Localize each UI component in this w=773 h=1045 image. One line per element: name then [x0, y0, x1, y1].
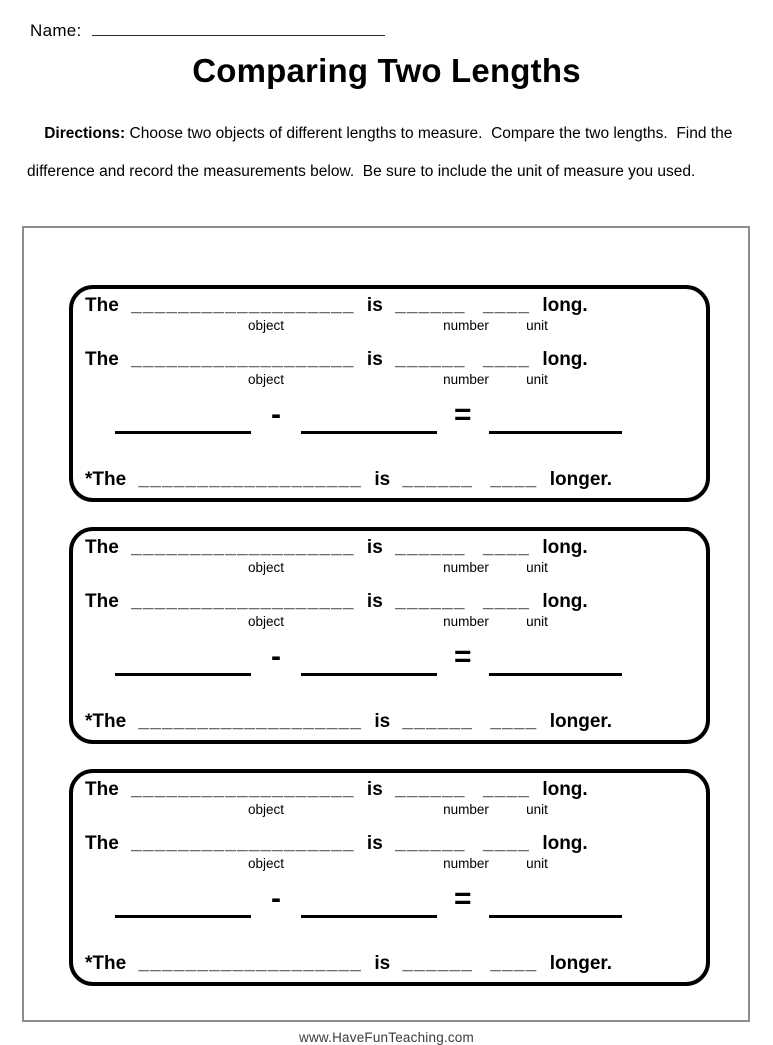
longer-number-blank[interactable]: ______: [402, 953, 474, 974]
directions: [27, 105, 733, 219]
object-blank[interactable]: ___________________: [131, 295, 355, 316]
is-word: is: [366, 591, 383, 612]
longer-unit-blank[interactable]: ____: [490, 469, 538, 490]
measurement-box: [69, 285, 710, 502]
comparison-sentence-row: [85, 468, 694, 492]
name-row: [0, 0, 773, 41]
worksheet-area: [22, 226, 750, 1022]
number-blank[interactable]: ______: [395, 349, 466, 370]
longer-object-blank[interactable]: ___________________: [138, 953, 363, 974]
unit-label: unit: [526, 372, 548, 387]
subtrahend-blank-line[interactable]: [301, 672, 437, 676]
minuend-blank-line[interactable]: [115, 914, 251, 918]
longer-unit-blank[interactable]: ____: [490, 953, 538, 974]
number-label: number: [443, 372, 489, 387]
unit-label: unit: [526, 856, 548, 871]
length-sentence-row-2: [85, 832, 694, 856]
unit-blank[interactable]: ____: [482, 537, 531, 558]
long-word: long.: [542, 779, 588, 800]
number-label: number: [443, 318, 489, 333]
number-blank[interactable]: ______: [395, 295, 466, 316]
comparison-prefix: *The: [85, 711, 127, 732]
footer-url: www.HaveFunTeaching.com: [299, 1030, 474, 1045]
subtrahend-blank-line[interactable]: [301, 430, 437, 434]
number-blank[interactable]: ______: [395, 779, 466, 800]
number-blank[interactable]: ______: [395, 537, 466, 558]
minus-sign: -: [271, 397, 281, 431]
equals-sign: =: [454, 639, 472, 673]
comparison-prefix: *The: [85, 953, 127, 974]
subtraction-row: [85, 881, 694, 918]
length-sentence-row-2: [85, 590, 694, 614]
blank-labels-row-1: [85, 802, 694, 819]
longer-number-blank[interactable]: ______: [402, 711, 474, 732]
is-word: is: [366, 779, 383, 800]
is-word: is: [366, 295, 383, 316]
object-blank[interactable]: ___________________: [131, 833, 355, 854]
unit-blank[interactable]: ____: [482, 591, 531, 612]
is-word: is: [366, 833, 383, 854]
blank-labels-row-2: [85, 856, 694, 873]
directions-label: Directions:: [44, 125, 126, 142]
long-word: long.: [542, 537, 588, 558]
blank-labels-row-1: [85, 318, 694, 335]
number-label: number: [443, 560, 489, 575]
longer-object-blank[interactable]: ___________________: [138, 469, 363, 490]
unit-label: unit: [526, 614, 548, 629]
number-blank[interactable]: ______: [395, 833, 466, 854]
minuend-blank-line[interactable]: [115, 430, 251, 434]
sentence-prefix: The: [85, 295, 119, 316]
subtraction-row: [85, 397, 694, 434]
equals-sign: =: [454, 397, 472, 431]
sentence-prefix: The: [85, 349, 119, 370]
sentence-prefix: The: [85, 591, 119, 612]
object-label: object: [247, 802, 285, 817]
minuend-blank-line[interactable]: [115, 672, 251, 676]
object-label: object: [247, 372, 285, 387]
unit-blank[interactable]: ____: [482, 779, 531, 800]
number-label: number: [443, 856, 489, 871]
unit-blank[interactable]: ____: [482, 349, 531, 370]
comparison-sentence-row: [85, 952, 694, 976]
longer-word: longer.: [549, 953, 613, 974]
difference-blank-line[interactable]: [489, 914, 622, 918]
equals-sign: =: [454, 881, 472, 915]
blank-labels-row-2: [85, 614, 694, 631]
number-blank[interactable]: ______: [395, 591, 466, 612]
blank-labels-row-1: [85, 560, 694, 577]
subtrahend-blank-line[interactable]: [301, 914, 437, 918]
object-blank[interactable]: ___________________: [131, 349, 355, 370]
is-word: is: [366, 349, 383, 370]
longer-object-blank[interactable]: ___________________: [138, 711, 363, 732]
is-word: is: [374, 953, 391, 974]
is-word: is: [374, 711, 391, 732]
comparison-prefix: *The: [85, 469, 127, 490]
directions-line2: difference and record the measurements below. Be sure to include the unit of measure you used.: [27, 163, 696, 180]
object-blank[interactable]: ___________________: [131, 591, 355, 612]
is-word: is: [374, 469, 391, 490]
measurement-box: [69, 527, 710, 744]
subtraction-row: [85, 639, 694, 676]
sentence-prefix: The: [85, 537, 119, 558]
long-word: long.: [542, 833, 588, 854]
unit-blank[interactable]: ____: [482, 833, 531, 854]
object-blank[interactable]: ___________________: [131, 779, 355, 800]
unit-label: unit: [526, 318, 548, 333]
number-label: number: [443, 614, 489, 629]
longer-unit-blank[interactable]: ____: [490, 711, 538, 732]
comparison-sentence-row: [85, 710, 694, 734]
minus-sign: -: [271, 881, 281, 915]
name-input-line[interactable]: [92, 21, 385, 36]
unit-blank[interactable]: ____: [482, 295, 531, 316]
minus-sign: -: [271, 639, 281, 673]
longer-word: longer.: [549, 711, 613, 732]
object-blank[interactable]: ___________________: [131, 537, 355, 558]
longer-number-blank[interactable]: ______: [402, 469, 474, 490]
unit-label: unit: [526, 560, 548, 575]
page-title: Comparing Two Lengths: [192, 52, 581, 89]
object-label: object: [247, 560, 285, 575]
measurement-box: [69, 769, 710, 986]
length-sentence-row-1: [85, 778, 694, 802]
sentence-prefix: The: [85, 833, 119, 854]
blank-labels-row-2: [85, 372, 694, 389]
difference-blank-line[interactable]: [489, 672, 622, 676]
length-sentence-row-1: [85, 294, 694, 318]
directions-text-1: Choose two objects of different lengths to measure. Compare the two lengths. Find the: [125, 125, 733, 142]
object-label: object: [247, 614, 285, 629]
object-label: object: [247, 318, 285, 333]
long-word: long.: [542, 591, 588, 612]
long-word: long.: [542, 349, 588, 370]
object-label: object: [247, 856, 285, 871]
directions-line1: [44, 125, 732, 142]
name-label: Name:: [30, 21, 82, 40]
length-sentence-row-2: [85, 348, 694, 372]
number-label: number: [443, 802, 489, 817]
unit-label: unit: [526, 802, 548, 817]
sentence-prefix: The: [85, 779, 119, 800]
longer-word: longer.: [549, 469, 613, 490]
length-sentence-row-1: [85, 536, 694, 560]
long-word: long.: [542, 295, 588, 316]
difference-blank-line[interactable]: [489, 430, 622, 434]
is-word: is: [366, 537, 383, 558]
